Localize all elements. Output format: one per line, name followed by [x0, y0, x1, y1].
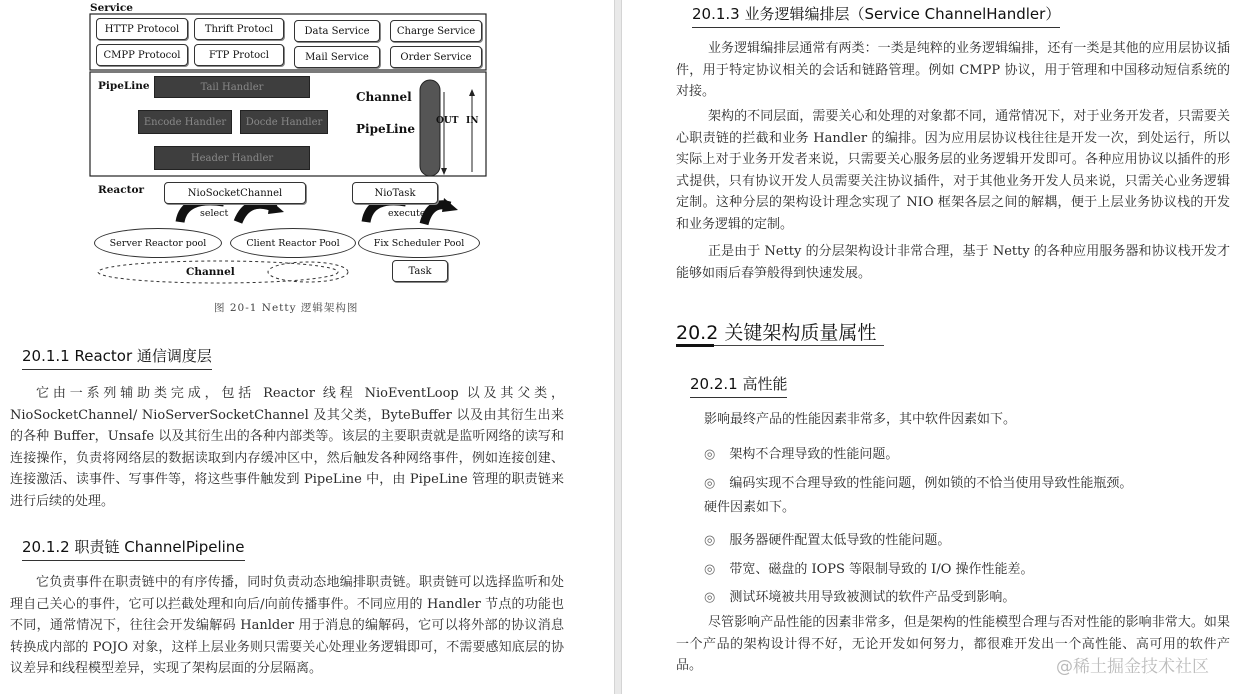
service-box-thrift: Thrift Protocl [194, 18, 284, 40]
hardware-item-3 [704, 586, 1015, 605]
reactor-label: Reactor [98, 184, 144, 196]
left-page [0, 0, 614, 694]
service-box-ftp: FTP Protocl [194, 44, 284, 66]
service-box-order: Order Service [390, 46, 482, 68]
section-20-1-3-p3: 正是由于 Netty 的分层架构设计非常合理，基于 Netty 的各种应用服务器和协议栈开发才能够如雨后春笋般得到快速发展。 [676, 244, 1230, 281]
nio-socket-channel-box: NioSocketChannel [164, 182, 306, 204]
fix-scheduler-pool: Fix Scheduler Pool [358, 228, 480, 258]
hardware-item-3-text: 测试环境被共用导致被测试的软件产品受到影响。 [729, 590, 1016, 605]
software-item-2 [704, 472, 1132, 491]
software-item-1 [704, 443, 898, 462]
nio-task-box: NioTask [352, 182, 438, 204]
section-20-2-title: 20.2 关键架构质量属性 [676, 322, 877, 344]
perf-intro: 影响最终产品的性能因素非常多，其中软件因素如下。 [704, 412, 1017, 427]
section-20-2-line [714, 345, 884, 346]
pipeline-label: PipeLine [98, 80, 150, 92]
software-item-1-text: 架构不合理导致的性能问题。 [729, 447, 899, 462]
software-item-2-text: 编码实现不合理导致的性能问题，例如锁的不恰当使用导致性能瓶颈。 [729, 476, 1133, 491]
hardware-item-2-text: 带宽、磁盘的 IOPS 等限制导致的 I/O 操作性能差。 [729, 562, 1034, 577]
figure-caption: 图 20-1 Netty 逻辑架构图 [214, 302, 359, 314]
execute-label: execute [388, 208, 426, 219]
select-label: select [200, 208, 229, 219]
hardware-intro: 硬件因素如下。 [704, 500, 796, 515]
watermark: @稀土掘金技术社区 [1056, 657, 1209, 677]
right-page [622, 0, 1236, 694]
out-label: OUT [436, 116, 459, 126]
hardware-item-1-text: 服务器硬件配置太低导致的性能问题。 [729, 533, 951, 548]
decode-handler: Docde Handler [240, 110, 328, 134]
encode-handler: Encode Handler [138, 110, 232, 134]
section-20-1-2-title: 20.1.2 职责链 ChannelPipeline [22, 536, 245, 561]
header-handler: Header Handler [154, 146, 310, 170]
section-20-1-3-title: 20.1.3 业务逻辑编排层（Service ChannelHandler） [692, 3, 1060, 28]
netty-architecture-diagram [88, 0, 490, 290]
service-label: Service [90, 2, 133, 14]
service-box-charge: Charge Service [390, 20, 482, 42]
client-reactor-pool: Client Reactor Pool [230, 228, 356, 258]
bullet-icon: ◎ [704, 590, 716, 605]
in-label: IN [466, 116, 479, 126]
section-20-1-1-body: 它由一系列辅助类完成，包括 Reactor 线程 NioEventLoop 以及其父类，NioSocketChannel/ NioServerSocketChannel 及其父类，ByteBuffer 以及由其衍生出来的各种 Buffer，Unsafe 以及其衍生出的各种内部类等。该层的主要职责就是监听网络的读写和连接操作，负责将网络层的数据读取到内存缓冲区中，然后触发各种网络事件，例如连接创建、连接激活、读事件、写事件等，将这些事件触发到 PipeLine 中，由 PipeLine 管理的职责链来进行后续的处理。 [10, 386, 564, 509]
service-box-http: HTTP Protocol [96, 18, 188, 40]
task-box: Task [392, 260, 448, 282]
channel-pipeline-text-1: Channel [356, 90, 412, 104]
channel-pipeline-text-2: PipeLine [356, 122, 415, 136]
bullet-icon: ◎ [704, 562, 716, 577]
section-20-2-1-title: 20.2.1 高性能 [690, 373, 787, 398]
hardware-item-1 [704, 529, 950, 548]
tail-handler: Tail Handler [154, 76, 310, 98]
section-20-1-1-title: 20.1.1 Reactor 通信调度层 [22, 345, 212, 370]
page-gutter [614, 0, 622, 694]
hardware-item-2 [704, 558, 1034, 577]
service-box-data: Data Service [294, 20, 380, 42]
server-reactor-pool: Server Reactor pool [94, 228, 222, 258]
bullet-icon: ◎ [704, 447, 716, 462]
service-box-mail: Mail Service [294, 46, 380, 68]
section-20-1-3-p1: 业务逻辑编排层通常有两类：一类是纯粹的业务逻辑编排，还有一类是其他的应用层协议插件，用于特定协议相关的会话和链路管理。例如 CMPP 协议，用于管理和中国移动短信系统的对接。 [676, 41, 1230, 99]
perf-closing: 尽管影响产品性能的因素非常多，但是架构的性能模型合理与否对性能的影响非常大。如果一个产品的架构设计得不好，无论开发如何努力，都很难开发出一个高性能、高可用的软件产品。 [676, 615, 1230, 673]
service-box-cmpp: CMPP Protocol [96, 44, 188, 66]
section-20-1-3-p2: 架构的不同层面，需要关心和处理的对象都不同，通常情况下，对于业务开发者，只需要关心职责链的拦截和业务 Handler 的编排。因为应用层协议栈往往是开发一次，到处运行，所以实际上对于业务开发者来说，只需要关心服务层的业务逻辑开发即可。各种应用协议以插件的形式提供，只有协议开发人员需要关注协议插件，对于其他业务开发人员来说，只需关心业务逻辑定制。这种分层的架构设计理念实现了 NIO 框架各层之间的解耦，便于上层业务协议栈的开发和业务逻辑的定制。 [676, 109, 1230, 232]
bullet-icon: ◎ [704, 476, 716, 491]
section-20-1-2-body: 它负责事件在职责链中的有序传播，同时负责动态地编排职责链。职责链可以选择监听和处理自己关心的事件，它可以拦截处理和向后/向前传播事件。不同应用的 Handler 节点的功能也不同，通常情况下，往往会开发编解码 Hanlder 用于消息的编解码，它可以将外部的协议消息转换成内部的 POJO 对象，这样上层业务则只需要关心处理业务逻辑即可，不需要感知底层的协议差异和线程模型差异，实现了架构层面的分层隔离。 [10, 575, 564, 676]
section-20-2-bar [676, 344, 714, 347]
channel-label: Channel [186, 266, 235, 278]
bullet-icon: ◎ [704, 533, 716, 548]
